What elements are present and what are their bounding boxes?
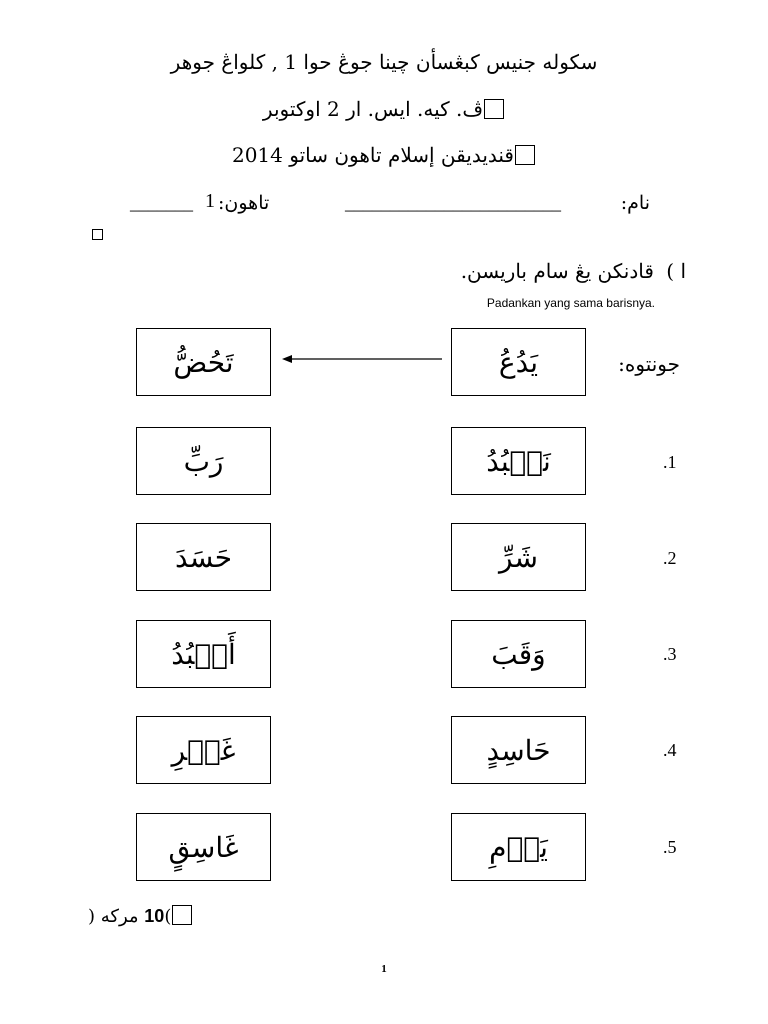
right-word-box[interactable]: [451, 813, 586, 881]
marks-checkbox: [172, 905, 192, 925]
pair-number: .5: [663, 837, 677, 857]
question-title: قادنکن يڠ سام باريسن.: [460, 259, 654, 283]
right-word: نَعۡبُدُ: [486, 444, 551, 478]
pair-number: .1: [663, 452, 677, 472]
example-right-word: يَدُعُ: [498, 345, 539, 379]
exam-text: ڤ. کيه. ايس. ار 2 اوکتوبر: [262, 97, 484, 121]
question-heading: [461, 259, 686, 283]
pair-number: .3: [663, 644, 677, 664]
year-blank: _______: [130, 193, 193, 213]
left-word-box[interactable]: [136, 523, 271, 591]
left-word-box[interactable]: [136, 716, 271, 784]
exam-checkbox: [484, 99, 504, 119]
right-word: وَقَبَ: [491, 637, 546, 671]
left-word: غَاسِقٍ: [168, 830, 239, 864]
year-label: تاهون:: [218, 192, 270, 214]
left-word: أَعۡبُدُ: [171, 637, 236, 671]
subject-checkbox: [515, 145, 535, 165]
pair-number: .4: [663, 740, 677, 760]
marks-close: ): [88, 906, 96, 927]
right-word-box[interactable]: [451, 427, 586, 495]
right-word: حَاسِدٍ: [486, 733, 551, 767]
marks-label: مرکه: [100, 906, 139, 927]
question-number: ا ): [666, 259, 686, 283]
left-word: حَسَدَ: [175, 540, 232, 574]
page-number: 1: [381, 963, 387, 975]
left-word: رَبِّ: [183, 444, 224, 478]
right-word: شَرِّ: [499, 540, 538, 574]
example-right-box: [451, 328, 586, 396]
example-label: جونتوه:: [618, 352, 680, 376]
subject-line: [0, 143, 768, 167]
school-title: سکوله جنيس کبڠسأن چينا جوڠ حوا 1 , کلواڠ جوهر: [170, 50, 598, 74]
question-instruction: Padankan yang sama barisnya.: [486, 296, 655, 310]
stray-box: [92, 229, 103, 240]
pair-number: .2: [663, 548, 677, 568]
year-value: 1: [205, 190, 215, 212]
right-word-box[interactable]: [451, 716, 586, 784]
subject-text: قنديديقن إسلام تاهون ساتو 2014: [231, 143, 514, 167]
example-left-word: تَحُضُّ: [173, 345, 234, 379]
left-word: غَيۡرِ: [171, 733, 236, 767]
name-label: نام:: [620, 192, 650, 214]
name-blank: ________________________: [345, 193, 561, 213]
left-word-box[interactable]: [136, 813, 271, 881]
right-word-box[interactable]: [451, 620, 586, 688]
right-word-box[interactable]: [451, 523, 586, 591]
marks-open: (: [164, 906, 172, 927]
left-word-box[interactable]: [136, 427, 271, 495]
marks-line: [88, 905, 193, 927]
example-left-box: [136, 328, 271, 396]
left-word-box[interactable]: [136, 620, 271, 688]
example-arrow: [278, 352, 444, 366]
right-word: يَوۡمِ: [489, 830, 548, 864]
marks-value: 10: [144, 906, 165, 926]
exam-line: [0, 97, 768, 121]
